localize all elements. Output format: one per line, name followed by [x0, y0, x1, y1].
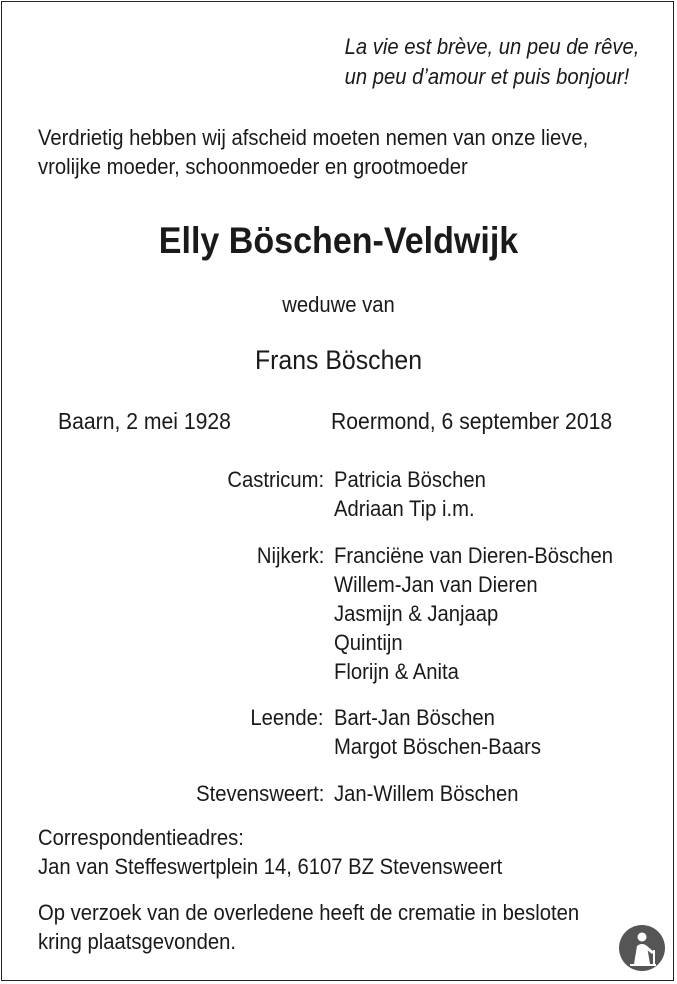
family-member: Margot Böschen-Baars — [334, 734, 541, 759]
closing-line-2: kring plaatsgevonden. — [38, 929, 237, 954]
family-member: Bart-Jan Böschen — [334, 705, 495, 730]
family-member: Adriaan Tip i.m. — [334, 496, 475, 521]
motto — [344, 32, 639, 92]
widow-of-label: weduwe van — [282, 292, 395, 317]
mourning-figure-icon — [618, 924, 666, 972]
intro-line-1: Verdrietig hebben wij afscheid moeten nemen van onze lieve, — [38, 125, 589, 150]
family-member: Jasmijn & Janjaap — [334, 601, 499, 626]
family-place: Stevensweert: — [195, 781, 324, 806]
correspondence-address: Jan van Steffeswertplein 14, 6107 BZ Stevensweert — [38, 854, 503, 879]
family-member: Patricia Böschen — [334, 467, 486, 492]
family-member: Willem-Jan van Dieren — [334, 572, 538, 597]
family-member: Franciëne van Dieren-Böschen — [334, 543, 614, 568]
motto-line-1: La vie est brève, un peu de rêve, — [344, 34, 639, 59]
closing-line-1: Op verzoek van de overledene heeft de crematie in besloten — [38, 900, 580, 925]
deceased-name: Elly Böschen-Veldwijk — [158, 220, 519, 261]
family-place: Castricum: — [227, 467, 324, 492]
death-info: Roermond, 6 september 2018 — [331, 408, 613, 434]
birth-info: Baarn, 2 mei 1928 — [58, 408, 231, 434]
family-member: Jan-Willem Böschen — [334, 781, 519, 806]
correspondence-label: Correspondentieadres: — [38, 825, 244, 850]
motto-line-2: un peu d’amour et puis bonjour! — [344, 64, 629, 89]
family-place: Leende: — [250, 705, 324, 730]
intro-line-2: vrolijke moeder, schoonmoeder en grootmoeder — [38, 154, 468, 179]
spouse-name: Frans Böschen — [254, 345, 423, 375]
family-member: Florijn & Anita — [334, 659, 459, 684]
family-place: Nijkerk: — [256, 543, 324, 568]
family-member: Quintijn — [334, 630, 403, 655]
